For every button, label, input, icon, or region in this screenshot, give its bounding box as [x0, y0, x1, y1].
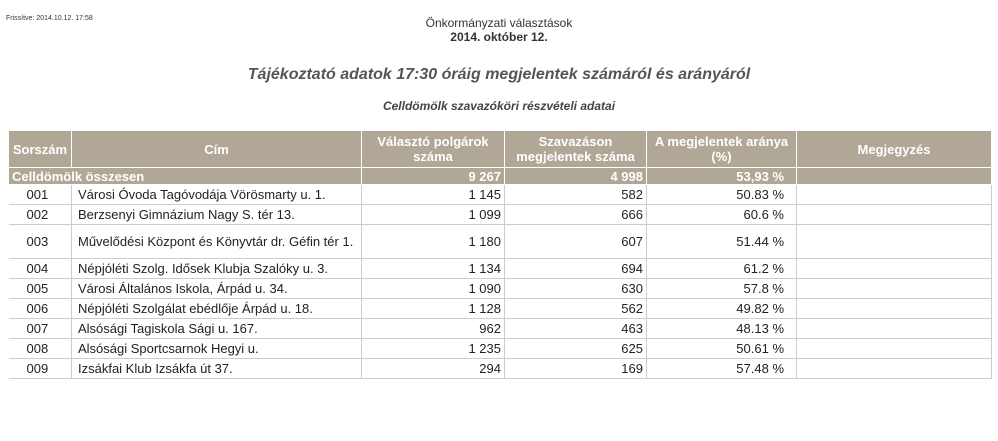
cell-valaszto: 1 128 — [362, 299, 505, 319]
table-row — [9, 205, 992, 225]
cell-arany: 50.83 % — [647, 185, 797, 205]
column-header-arany: A megjelentek aránya (%) — [647, 131, 797, 168]
total-row — [9, 168, 992, 185]
cell-sorszam: 009 — [9, 359, 72, 379]
column-header-szavazason: Szavazáson megjelentek száma — [505, 131, 647, 168]
cell-arany: 49.82 % — [647, 299, 797, 319]
cell-arany: 57.8 % — [647, 279, 797, 299]
cell-cim: Izsákfai Klub Izsákfa út 37. — [72, 359, 362, 379]
cell-szavazason: 694 — [505, 259, 647, 279]
cell-valaszto: 294 — [362, 359, 505, 379]
page-title: Tájékoztató adatok 17:30 óráig megjelentek számáról és arányáról — [247, 66, 751, 83]
cell-cim: Városi Általános Iskola, Árpád u. 34. — [72, 279, 362, 299]
cell-valaszto: 1 235 — [362, 339, 505, 359]
cell-sorszam: 004 — [9, 259, 72, 279]
total-szavazason: 4 998 — [505, 168, 647, 185]
election-date: 2014. október 12. — [450, 30, 548, 44]
table-header-row — [9, 131, 992, 168]
table-row — [9, 225, 992, 259]
column-header-sorszam: Sorszám — [9, 131, 72, 168]
cell-szavazason: 666 — [505, 205, 647, 225]
cell-sorszam: 001 — [9, 185, 72, 205]
cell-megjegyzes — [797, 339, 992, 359]
cell-szavazason: 562 — [505, 299, 647, 319]
cell-szavazason: 169 — [505, 359, 647, 379]
table-row — [9, 259, 992, 279]
cell-megjegyzes — [797, 299, 992, 319]
election-name: Önkormányzati választások — [425, 16, 573, 30]
cell-arany: 60.6 % — [647, 205, 797, 225]
total-label: Celldömölk összesen — [9, 168, 362, 185]
cell-sorszam: 007 — [9, 319, 72, 339]
cell-sorszam: 006 — [9, 299, 72, 319]
cell-cim: Alsósági Tagiskola Sági u. 167. — [72, 319, 362, 339]
cell-arany: 57.48 % — [647, 359, 797, 379]
cell-megjegyzes — [797, 225, 992, 259]
cell-megjegyzes — [797, 205, 992, 225]
cell-valaszto: 1 180 — [362, 225, 505, 259]
cell-valaszto: 962 — [362, 319, 505, 339]
cell-valaszto: 1 145 — [362, 185, 505, 205]
cell-sorszam: 008 — [9, 339, 72, 359]
total-valaszto: 9 267 — [362, 168, 505, 185]
cell-szavazason: 582 — [505, 185, 647, 205]
total-megjegyzes — [797, 168, 992, 185]
column-header-megjegyzes: Megjegyzés — [797, 131, 992, 168]
cell-szavazason: 630 — [505, 279, 647, 299]
table-subtitle: Celldömölk szavazóköri részvételi adatai — [382, 99, 616, 113]
column-header-valaszto: Választó polgárok száma — [362, 131, 505, 168]
cell-arany: 50.61 % — [647, 339, 797, 359]
table-row — [9, 185, 992, 205]
table-row — [9, 359, 992, 379]
table-row — [9, 319, 992, 339]
column-header-cim: Cím — [72, 131, 362, 168]
turnout-table — [8, 130, 992, 379]
cell-sorszam: 005 — [9, 279, 72, 299]
cell-szavazason: 607 — [505, 225, 647, 259]
cell-valaszto: 1 099 — [362, 205, 505, 225]
cell-arany: 51.44 % — [647, 225, 797, 259]
cell-sorszam: 002 — [9, 205, 72, 225]
cell-megjegyzes — [797, 185, 992, 205]
cell-megjegyzes — [797, 279, 992, 299]
cell-arany: 48.13 % — [647, 319, 797, 339]
table-row — [9, 299, 992, 319]
cell-szavazason: 625 — [505, 339, 647, 359]
cell-megjegyzes — [797, 319, 992, 339]
cell-cim: Városi Óvoda Tagóvodája Vörösmarty u. 1. — [72, 185, 362, 205]
cell-cim: Népjóléti Szolgálat ebédlője Árpád u. 18. — [72, 299, 362, 319]
cell-szavazason: 463 — [505, 319, 647, 339]
cell-cim: Alsósági Sportcsarnok Hegyi u. — [72, 339, 362, 359]
cell-arany: 61.2 % — [647, 259, 797, 279]
total-arany: 53,93 % — [647, 168, 797, 185]
cell-valaszto: 1 134 — [362, 259, 505, 279]
table-row — [9, 339, 992, 359]
cell-valaszto: 1 090 — [362, 279, 505, 299]
cell-sorszam: 003 — [9, 225, 72, 259]
cell-cim: Művelődési Központ és Könyvtár dr. Géfin tér 1. — [72, 225, 362, 259]
refresh-timestamp: Frissítve: 2014.10.12. 17:58 — [6, 15, 93, 22]
cell-cim: Népjóléti Szolg. Idősek Klubja Szalóky u. 3. — [72, 259, 362, 279]
cell-cim: Berzsenyi Gimnázium Nagy S. tér 13. — [72, 205, 362, 225]
table-row — [9, 279, 992, 299]
cell-megjegyzes — [797, 359, 992, 379]
cell-megjegyzes — [797, 259, 992, 279]
